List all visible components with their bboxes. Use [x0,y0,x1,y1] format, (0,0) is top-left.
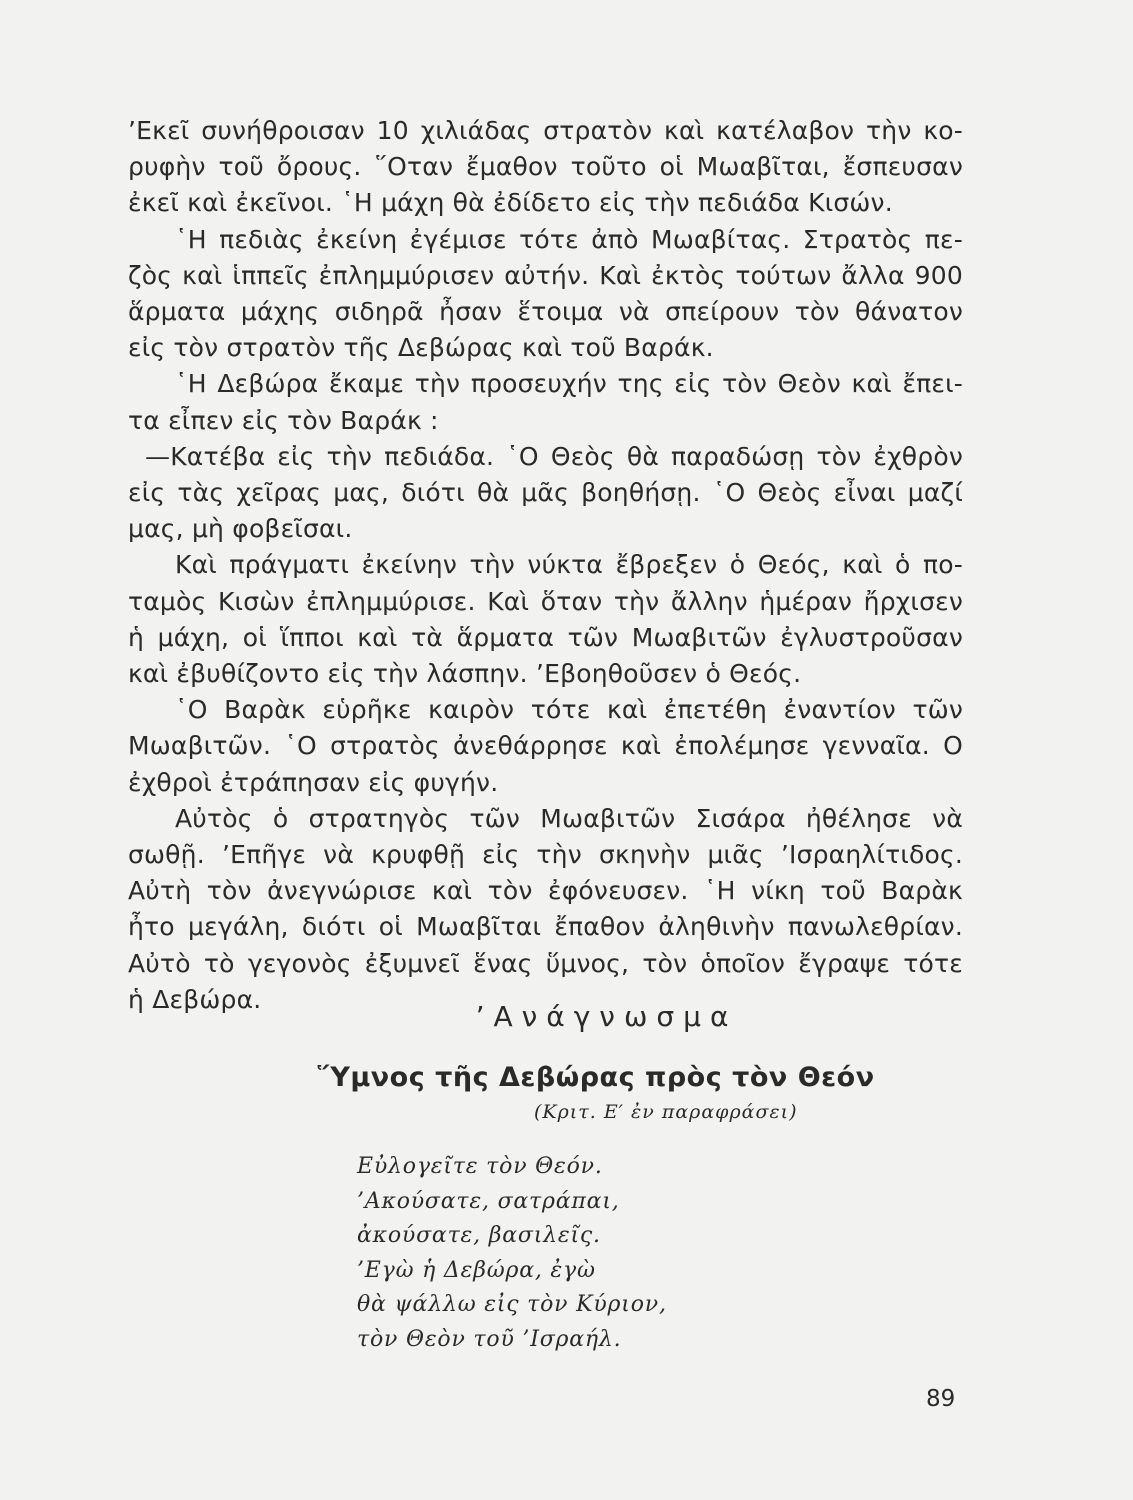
text-line: τα εἶπεν εἰς τὸν Βαράκ : [128,405,439,435]
text-line: καὶ ἐβυθίζοντο εἰς τὴν λάσπην. ’Εβοηθοῦσεν ὁ Θεός. [128,659,802,689]
text-line: ρυφὴν τοῦ ὄρους. ῞Οταν ἔμαθον τοῦτο οἱ Μωαβῖται, ἔσπευσαν [128,152,963,182]
paragraph-6 [128,692,963,801]
text-line: ζὸς καὶ ἱππεῖς ἐπλημμύρισεν αὐτήν. Καὶ ἐκτὸς τούτων ἄλλα 900 [128,260,963,290]
poem-line: ἀκούσατε, βασιλεῖς. [357,1223,601,1248]
text-line: Αὐτὸ τὸ γεγονὸς ἐξυμνεῖ ἕνας ὕμνος, τὸν ὁποῖον ἔγραψε τότε [128,948,963,978]
paragraph-3 [128,366,963,438]
text-line: ἦτο μεγάλη, διότι οἱ Μωαβῖται ἔπαθον ἀληθινὴν πανωλεθρίαν. [128,912,963,942]
page-number: 89 [926,1386,956,1412]
paragraph-5 [128,547,963,692]
text-line: ’Εκεῖ συνήθροισαν 10 χιλιάδας στρατὸν καὶ κατέλαβον τὴν κο- [128,116,963,145]
hymn-reference: (Κριτ. Ε′ ἐν παραφράσει) [534,1101,798,1123]
text-line: σωθῇ. ’Επῆγε νὰ κρυφθῇ εἰς τὴν σκηνὴν μιᾶς ’Ισραηλίτιδος. [128,840,963,870]
text-line: εἰς τὸν στρατὸν τῆς Δεβώρας καὶ τοῦ Βαράκ. [128,333,714,363]
reading-heading: ’Ανάγνωσμα [475,1000,738,1033]
text-line: ῾Ο Βαρὰκ εὑρῆκε καιρὸν τότε καὶ ἐπετέθη ἐναντίον τῶν [175,695,963,725]
narrative-text [128,113,963,1018]
text-line: ταμὸς Κισὼν ἐπλημμύρισε. Καὶ ὅταν τὴν ἄλλην ἡμέραν ἤρχισεν [128,586,963,616]
text-line: Μωαβιτῶν. ῾Ο στρατὸς ἀνεθάρρησε καὶ ἐπολέμησε γενναῖα. Ο [128,731,963,761]
poem-line: ’Ακούσατε, σατράπαι, [357,1188,620,1214]
text-line: ἡ Δεβώρα. [128,984,262,1014]
text-line: Καὶ πράγματι ἐκείνην τὴν νύκτα ἔβρεξεν ὁ Θεός, καὶ ὁ πο- [175,550,963,580]
paragraph-2 [128,222,963,367]
text-line: Αὐτὴ τὸν ἀνεγνώρισε καὶ τὸν ἐφόνευσεν. ῾Η νίκη τοῦ Βαρὰκ [128,876,963,906]
text-line: μας, μὴ φοβεῖσαι. [128,514,353,544]
hymn-title-rest: τῆς Δεβώρας πρὸς τὸν Θεόν [435,1062,875,1093]
text-line: εἰς τὰς χεῖρας μας, διότι θὰ μᾶς βοηθήσῃ. ῾Ο Θεὸς εἶναι μαζί [128,478,963,508]
text-line: Αὐτὸς ὁ στρατηγὸς τῶν Μωαβιτῶν Σισάρα ἠθέλησε νὰ [175,803,963,833]
hymn-poem [357,1150,667,1357]
poem-line: τὸν Θεὸν τοῦ ’Ισραήλ. [357,1326,622,1352]
poem-line: θὰ ψάλλω εἰς τὸν Κύριον, [357,1292,667,1317]
hymn-title-first: ῞Υμνος [316,1062,436,1093]
text-line: ῾Η Δεβώρα ἔκαμε τὴν προσευχήν της εἰς τὸν Θεὸν καὶ ἔπει- [175,369,963,399]
paragraph-4 [128,439,963,548]
text-line: ἐχθροὶ ἐτράπησαν εἰς φυγήν. [128,767,499,797]
text-line: ἅρματα μάχης σιδηρᾶ ἦσαν ἕτοιμα νὰ σπείρουν τὸν θάνατον [128,297,963,327]
poem-line: ’Εγὼ ἡ Δεβώρα, ἐγὼ [357,1257,596,1283]
paragraph-1 [128,113,963,222]
text-line: ῾Η πεδιὰς ἐκείνη ἐγέμισε τότε ἀπὸ Μωαβίτας. Στρατὸς πε- [175,224,963,254]
hymn-title [0,1062,1133,1093]
text-line: ἡ μάχη, οἱ ἵπποι καὶ τὰ ἅρματα τῶν Μωαβιτῶν ἐγλυστροῦσαν [128,622,963,652]
text-line: —Κατέβα εἰς τὴν πεδιάδα. ῾Ο Θεὸς θὰ παραδώσῃ τὸν ἐχθρὸν [145,441,963,471]
paragraph-7 [128,801,963,1018]
poem-line: Εὐλογεῖτε τὸν Θεόν. [357,1154,603,1179]
text-line: ἐκεῖ καὶ ἐκεῖνοι. ῾Η μάχη θὰ ἐδίδετο εἰς τὴν πεδιάδα Κισών. [128,188,893,218]
